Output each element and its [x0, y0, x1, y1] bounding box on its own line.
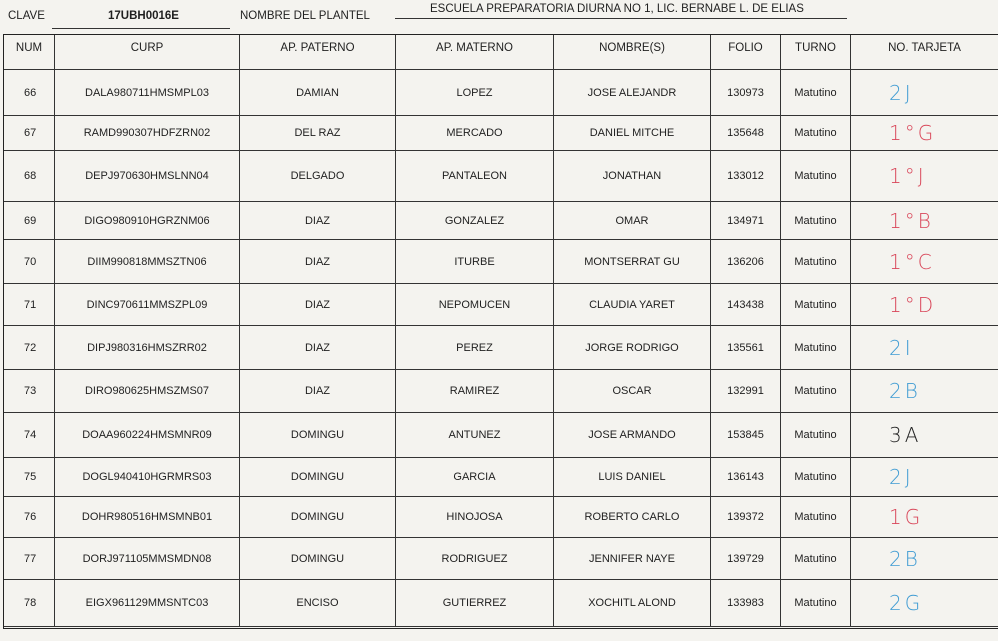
cell-nombre: CLAUDIA YARET: [554, 284, 711, 326]
cell-folio: 136206: [711, 240, 781, 284]
tarjeta-handwritten: 1°C: [851, 240, 998, 284]
tarjeta-handwritten: 1G: [851, 497, 998, 538]
cell-folio: 132991: [711, 370, 781, 413]
cell-turno: Matutino: [781, 580, 851, 627]
cell-curp: DINC970611MMSZPL09: [55, 284, 240, 326]
cell-turno: Matutino: [781, 116, 851, 151]
cell-turno: Matutino: [781, 538, 851, 580]
cell-num: 73: [4, 370, 55, 413]
cell-paterno: DOMINGU: [240, 458, 396, 497]
cell-turno: Matutino: [781, 240, 851, 284]
cell-num: 77: [4, 538, 55, 580]
cell-num: 66: [4, 70, 55, 116]
cell-folio: 139372: [711, 497, 781, 538]
tarjeta-handwritten: 1°J: [851, 151, 998, 202]
cell-nombre: OSCAR: [554, 370, 711, 413]
table-row: [4, 580, 998, 627]
cell-materno: LOPEZ: [396, 70, 554, 116]
cell-paterno: DEL RAZ: [240, 116, 396, 151]
col-header-paterno: AP. PATERNO: [240, 35, 396, 70]
col-header-nombre: NOMBRE(S): [554, 35, 711, 70]
cell-nombre: LUIS DANIEL: [554, 458, 711, 497]
cell-turno: Matutino: [781, 458, 851, 497]
cell-materno: ITURBE: [396, 240, 554, 284]
cell-curp: DALA980711HMSMPL03: [55, 70, 240, 116]
col-header-materno: AP. MATERNO: [396, 35, 554, 70]
cell-curp: EIGX961129MMSNTC03: [55, 580, 240, 627]
cell-curp: RAMD990307HDFZRN02: [55, 116, 240, 151]
cell-curp: DEPJ970630HMSLNN04: [55, 151, 240, 202]
clave-value: 17UBH0016E: [108, 10, 179, 22]
cell-num: 74: [4, 413, 55, 458]
cell-paterno: DELGADO: [240, 151, 396, 202]
cell-paterno: ENCISO: [240, 580, 396, 627]
cell-folio: 133983: [711, 580, 781, 627]
cell-turno: Matutino: [781, 151, 851, 202]
cell-num: 76: [4, 497, 55, 538]
tarjeta-handwritten: 2J: [851, 458, 998, 497]
cell-num: 75: [4, 458, 55, 497]
cell-num: 70: [4, 240, 55, 284]
clave-underline: [52, 28, 230, 29]
cell-nombre: JOSE ALEJANDR: [554, 70, 711, 116]
cell-paterno: DAMIAN: [240, 70, 396, 116]
cell-curp: DOAA960224HMSMNR09: [55, 413, 240, 458]
cell-curp: DOGL940410HGRMRS03: [55, 458, 240, 497]
cell-materno: RODRIGUEZ: [396, 538, 554, 580]
cell-paterno: DIAZ: [240, 240, 396, 284]
cell-nombre: JONATHAN: [554, 151, 711, 202]
table-row: [4, 284, 998, 326]
clave-label: CLAVE: [8, 10, 45, 22]
cell-folio: 153845: [711, 413, 781, 458]
tarjeta-handwritten: 1°G: [851, 116, 998, 151]
cell-turno: Matutino: [781, 202, 851, 240]
cell-materno: PEREZ: [396, 326, 554, 370]
table-row: [4, 458, 998, 497]
cell-turno: Matutino: [781, 326, 851, 370]
cell-materno: PANTALEON: [396, 151, 554, 202]
cell-materno: GONZALEZ: [396, 202, 554, 240]
plantel-label: NOMBRE DEL PLANTEL: [240, 10, 370, 22]
tarjeta-handwritten: 2B: [851, 370, 998, 413]
cell-folio: 135648: [711, 116, 781, 151]
cell-materno: RAMIREZ: [396, 370, 554, 413]
student-table: [3, 34, 998, 629]
cell-folio: 136143: [711, 458, 781, 497]
col-header-num: NUM: [4, 35, 55, 70]
cell-nombre: DANIEL MITCHE: [554, 116, 711, 151]
table-row: [4, 326, 998, 370]
plantel-underline: [395, 18, 847, 19]
tarjeta-handwritten: 2J: [851, 70, 998, 116]
cell-num: 67: [4, 116, 55, 151]
cell-nombre: JOSE ARMANDO: [554, 413, 711, 458]
cell-paterno: DOMINGU: [240, 497, 396, 538]
cell-turno: Matutino: [781, 413, 851, 458]
cell-turno: Matutino: [781, 497, 851, 538]
table-row: [4, 116, 998, 151]
cell-paterno: DIAZ: [240, 326, 396, 370]
table-row: [4, 370, 998, 413]
cell-num: 78: [4, 580, 55, 627]
cell-num: 72: [4, 326, 55, 370]
table-row: [4, 538, 998, 580]
cell-nombre: ROBERTO CARLO: [554, 497, 711, 538]
table-row: [4, 151, 998, 202]
cell-folio: 130973: [711, 70, 781, 116]
cell-curp: DORJ971105MMSMDN08: [55, 538, 240, 580]
cell-materno: MERCADO: [396, 116, 554, 151]
col-header-curp: CURP: [55, 35, 240, 70]
cell-num: 68: [4, 151, 55, 202]
cell-curp: DOHR980516HMSMNB01: [55, 497, 240, 538]
plantel-value: ESCUELA PREPARATORIA DIURNA NO 1, LIC. BERNABE L. DE ELIAS: [430, 3, 804, 15]
cell-num: 69: [4, 202, 55, 240]
cell-materno: HINOJOSA: [396, 497, 554, 538]
cell-paterno: DIAZ: [240, 370, 396, 413]
tarjeta-handwritten: 3A: [851, 413, 998, 458]
cell-folio: 133012: [711, 151, 781, 202]
table-row: [4, 70, 998, 116]
cell-folio: 143438: [711, 284, 781, 326]
cell-materno: ANTUNEZ: [396, 413, 554, 458]
cell-folio: 134971: [711, 202, 781, 240]
cell-paterno: DIAZ: [240, 284, 396, 326]
document-header: [0, 0, 998, 34]
tarjeta-handwritten: 2G: [851, 580, 998, 627]
cell-materno: GARCIA: [396, 458, 554, 497]
cell-num: 71: [4, 284, 55, 326]
cell-folio: 135561: [711, 326, 781, 370]
cell-nombre: MONTSERRAT GU: [554, 240, 711, 284]
cell-nombre: JENNIFER NAYE: [554, 538, 711, 580]
cell-materno: NEPOMUCEN: [396, 284, 554, 326]
cell-paterno: DIAZ: [240, 202, 396, 240]
col-header-folio: FOLIO: [711, 35, 781, 70]
col-header-turno: TURNO: [781, 35, 851, 70]
cell-nombre: XOCHITL ALOND: [554, 580, 711, 627]
cell-nombre: JORGE RODRIGO: [554, 326, 711, 370]
cell-curp: DIIM990818MMSZTN06: [55, 240, 240, 284]
tarjeta-handwritten: 1°B: [851, 202, 998, 240]
tarjeta-handwritten: 1°D: [851, 284, 998, 326]
table-row: [4, 202, 998, 240]
table-row: [4, 413, 998, 458]
cell-paterno: DOMINGU: [240, 538, 396, 580]
cell-curp: DIRO980625HMSZMS07: [55, 370, 240, 413]
table-row: [4, 497, 998, 538]
table-row: [4, 240, 998, 284]
table-header-row: [4, 35, 998, 70]
cell-curp: DIGO980910HGRZNM06: [55, 202, 240, 240]
cell-paterno: DOMINGU: [240, 413, 396, 458]
cell-turno: Matutino: [781, 370, 851, 413]
tarjeta-handwritten: 2I: [851, 326, 998, 370]
cell-turno: Matutino: [781, 284, 851, 326]
cell-folio: 139729: [711, 538, 781, 580]
col-header-tarjeta: NO. TARJETA: [851, 35, 998, 70]
cell-materno: GUTIERREZ: [396, 580, 554, 627]
tarjeta-handwritten: 2B: [851, 538, 998, 580]
cell-nombre: OMAR: [554, 202, 711, 240]
cell-curp: DIPJ980316HMSZRR02: [55, 326, 240, 370]
cell-turno: Matutino: [781, 70, 851, 116]
